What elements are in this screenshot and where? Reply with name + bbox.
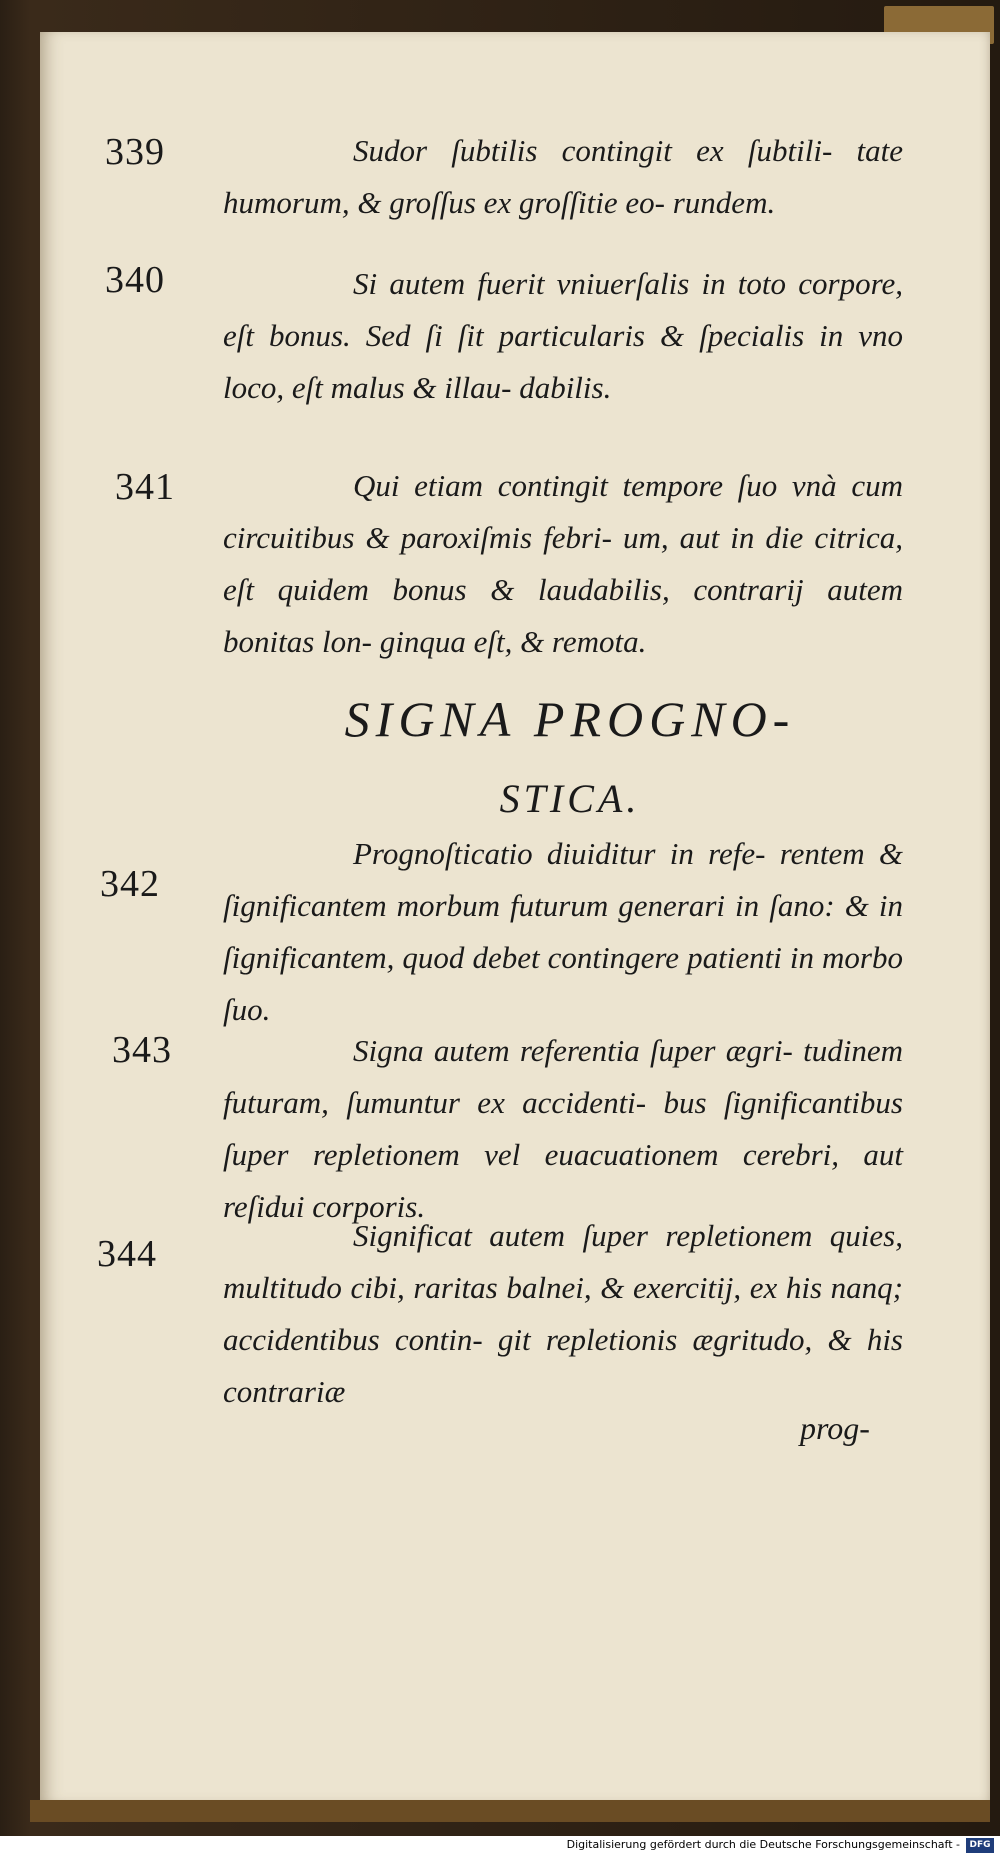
section-heading-continued: STICA. <box>499 776 641 821</box>
paragraph-text: Si autem fuerit vniuerſalis in toto corpore, eſt bonus. Sed ſi ſit particularis & ſpecialis in vno loco, eſt malus & illau- dabilis. <box>223 266 903 405</box>
paragraph-number: 344 <box>97 1233 157 1275</box>
footer-credit: Digitalisierung gefördert durch die Deutsche Forschungsgemeinschaft - <box>566 1838 960 1851</box>
paragraph-number: 341 <box>115 466 175 508</box>
paragraph-number: 343 <box>112 1029 172 1071</box>
paragraph-text: Prognoſticatio diuiditur in refe- rentem & ſignificantem morbum futurum generari in ſano: & in ſignificantem, quod debet contingere patienti in morbo ſuo. <box>223 836 903 1027</box>
paragraph-text: Sudor ſubtilis contingit ex ſubtili- tate humorum, & groſſus ex groſſitie eo- rundem. <box>223 133 903 220</box>
paragraph-number: 342 <box>100 863 160 905</box>
paragraph-number: 339 <box>105 131 165 173</box>
catchword: prog- <box>800 1410 870 1446</box>
paragraph-text: Significat autem ſuper repletionem quies, multitudo cibi, raritas balnei, & exercitij, ex his nanq; accidentibus contin- git repletionis ægritudo, & his contrariæ <box>223 1218 903 1409</box>
section-heading: SIGNA PROGNO- <box>344 691 796 747</box>
paragraph-number: 340 <box>105 259 165 301</box>
page-bottom-edge <box>30 1800 990 1822</box>
footer-bar <box>0 1836 1000 1857</box>
paragraph-text: Signa autem referentia ſuper ægri- tudinem futuram, ſumuntur ex accidenti- bus ſignificantibus ſuper repletionem vel euacuationem cerebri, aut reſidui corporis. <box>223 1033 903 1224</box>
dfg-logo: DFG <box>966 1838 994 1853</box>
paragraph-text: Qui etiam contingit tempore ſuo vnà cum circuitibus & paroxiſmis febri- um, aut in die citrica, eſt quidem bonus & laudabilis, contrarij autem bonitas lon- ginqua eſt, & remota. <box>223 468 903 659</box>
